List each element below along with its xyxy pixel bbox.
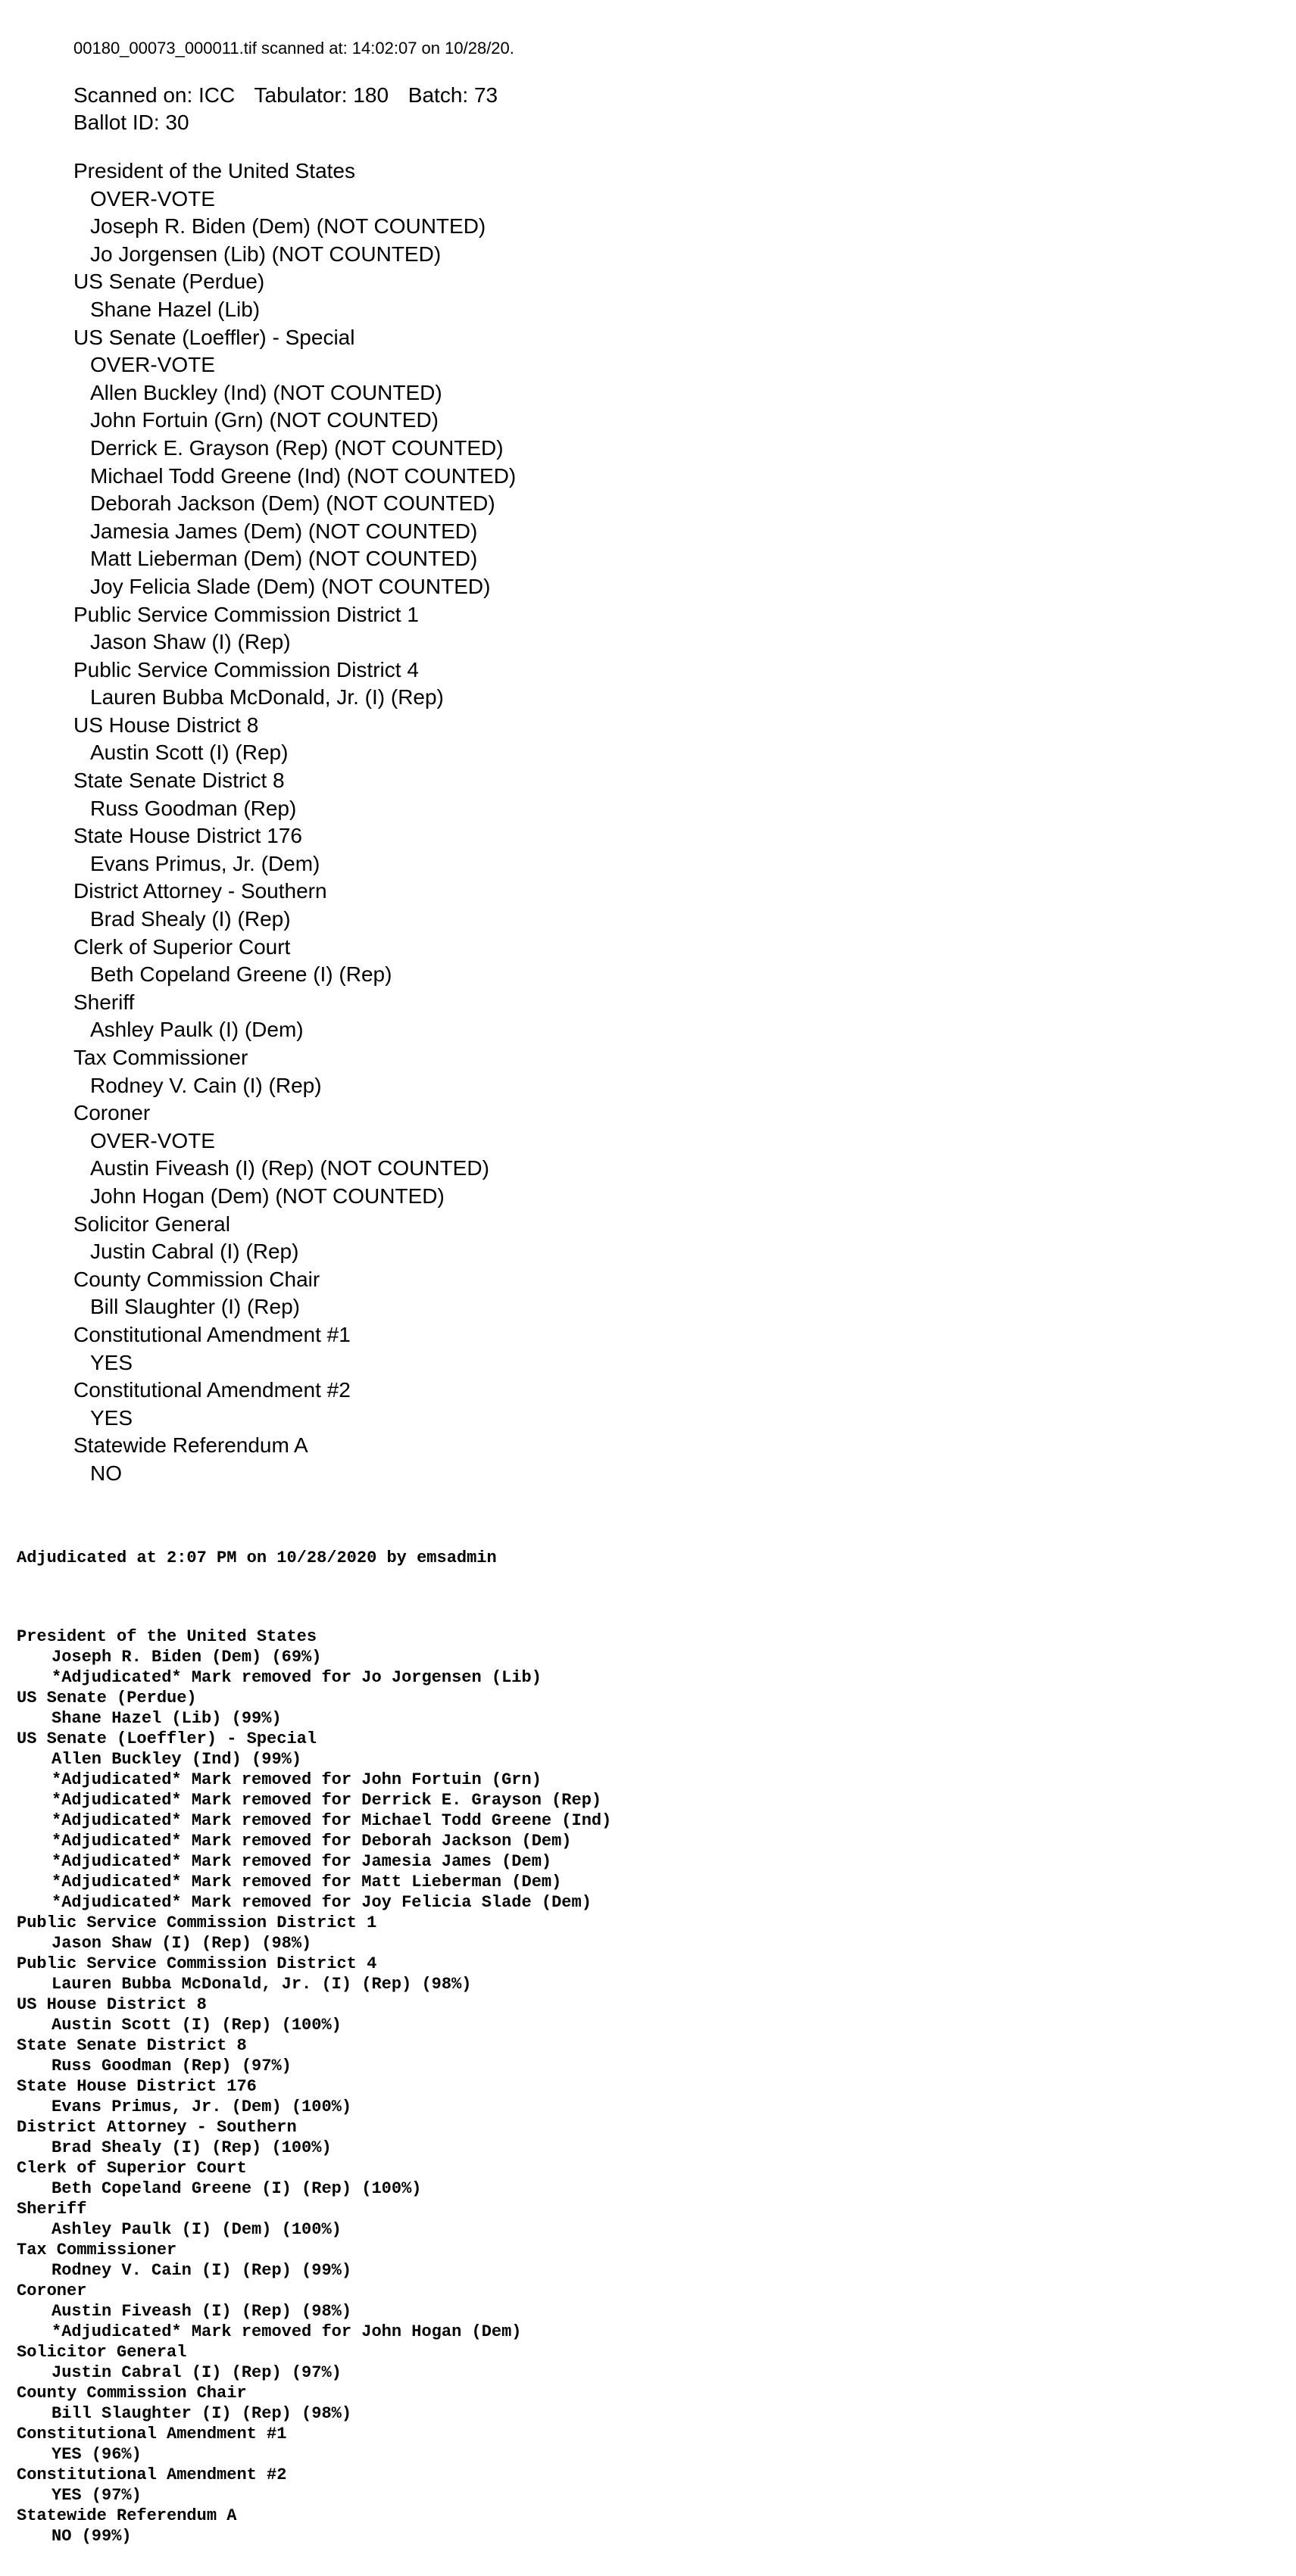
scan-race-list (73, 157, 516, 1488)
adjudication-line: *Adjudicated* Mark removed for Joy Felicia Slade (Dem) (52, 1893, 592, 1912)
adjudication-race-title: Public Service Commission District 1 (17, 1913, 377, 1932)
adjudication-race (17, 2199, 611, 2240)
scan-race-title: US Senate (Loeffler) - Special (73, 325, 355, 349)
adjudication-race (17, 2240, 611, 2281)
adjudication-line: *Adjudicated* Mark removed for Jo Jorgensen (Lib) (52, 1668, 542, 1687)
adjudication-race-title: District Attorney - Southern (17, 2118, 297, 2137)
adjudication-race (17, 1913, 611, 1954)
scan-race-title: Statewide Referendum A (73, 1433, 308, 1458)
adjudication-record (17, 1510, 611, 2565)
scan-race (73, 1211, 516, 1266)
adjudication-line: *Adjudicated* Mark removed for Derrick E. Grayson (Rep) (52, 1791, 602, 1810)
scan-race-title: Tax Commissioner (73, 1046, 248, 1069)
scan-race (73, 767, 516, 822)
scan-choice: Joy Felicia Slade (Dem) (NOT COUNTED) (90, 574, 491, 598)
adjudication-race (17, 2342, 611, 2383)
scan-race-title: Solicitor General (73, 1212, 230, 1236)
scan-choice: Shane Hazel (Lib) (90, 297, 261, 321)
adjudication-race-title: Tax Commissioner (17, 2241, 177, 2259)
adjudication-race (17, 2424, 611, 2465)
adjudication-race-title: County Commission Chair (17, 2384, 247, 2403)
scan-race (73, 934, 516, 989)
scan-choice: YES (90, 1350, 133, 1374)
scan-race (73, 1377, 516, 1432)
scan-race (73, 1044, 516, 1099)
adjudication-line: Evans Primus, Jr. (Dem) (100%) (52, 2097, 352, 2116)
adjudication-line: Ashley Paulk (I) (Dem) (100%) (52, 2220, 342, 2239)
adjudication-line: Joseph R. Biden (Dem) (69%) (52, 1648, 322, 1667)
adjudication-line: Allen Buckley (Ind) (99%) (52, 1750, 302, 1769)
scan-choice: Allen Buckley (Ind) (NOT COUNTED) (90, 380, 442, 404)
scan-race (73, 656, 516, 712)
scan-choice: Rodney V. Cain (I) (Rep) (90, 1073, 322, 1097)
adjudication-race-title: Coroner (17, 2281, 87, 2300)
ballot-id-label: Ballot ID: (73, 111, 160, 134)
scan-race (73, 878, 516, 933)
adjudication-line: Russ Goodman (Rep) (97%) (52, 2057, 292, 2075)
ballot-id-line (73, 109, 516, 136)
scan-choice: Brad Shealy (I) (Rep) (90, 907, 291, 931)
batch-label: Batch: (408, 83, 469, 107)
scan-race (73, 324, 516, 601)
adjudication-line: Brad Shealy (I) (Rep) (100%) (52, 2138, 332, 2157)
tabulator-value: 180 (353, 83, 389, 107)
scan-choice: Derrick E. Grayson (Rep) (NOT COUNTED) (90, 435, 504, 460)
scan-choice: Austin Scott (I) (Rep) (90, 741, 289, 765)
adjudication-race-title: US Senate (Loeffler) - Special (17, 1729, 317, 1748)
adjudication-race (17, 2281, 611, 2342)
scan-choice: Joseph R. Biden (Dem) (NOT COUNTED) (90, 214, 486, 239)
adjudication-race (17, 1688, 611, 1729)
scan-race-title: State Senate District 8 (73, 769, 285, 793)
adjudication-race (17, 1954, 611, 1994)
scan-race (73, 1099, 516, 1210)
scan-choice: Austin Fiveash (I) (Rep) (NOT COUNTED) (90, 1156, 489, 1180)
scan-metadata (73, 82, 516, 136)
scan-choice: OVER-VOTE (90, 353, 215, 377)
adjudication-race-title: Constitutional Amendment #2 (17, 2465, 287, 2484)
scan-race (73, 1266, 516, 1321)
scan-race-title: Public Service Commission District 4 (73, 657, 419, 681)
adjudication-line: Justin Cabral (I) (Rep) (97%) (52, 2363, 342, 2382)
scan-choice: Matt Lieberman (Dem) (NOT COUNTED) (90, 547, 478, 571)
adjudication-race-title: State House District 176 (17, 2077, 257, 2096)
scan-race (73, 1432, 516, 1487)
adjudication-race-title: President of the United States (17, 1627, 317, 1646)
adjudication-race (17, 2076, 611, 2117)
adjudication-race (17, 1729, 611, 1913)
scan-choice: NO (90, 1461, 122, 1485)
scan-race-title: US Senate (Perdue) (73, 270, 265, 294)
scan-choice: Justin Cabral (I) (Rep) (90, 1240, 299, 1264)
scan-choice: Michael Todd Greene (Ind) (NOT COUNTED) (90, 463, 517, 488)
scan-race (73, 268, 516, 323)
scan-choice: Evans Primus, Jr. (Dem) (90, 851, 320, 875)
scan-race-title: Sheriff (73, 990, 135, 1014)
adjudication-race-title: US House District 8 (17, 1995, 207, 2014)
adjudication-race (17, 2035, 611, 2076)
adjudication-race-list (17, 1626, 611, 2546)
ballot-id-value: 30 (165, 111, 189, 134)
adjudication-line: Lauren Bubba McDonald, Jr. (I) (Rep) (98%) (52, 1975, 472, 1994)
adjudication-line: Austin Scott (I) (Rep) (100%) (52, 2016, 342, 2035)
adjudication-line: Bill Slaughter (I) (Rep) (98%) (52, 2404, 352, 2423)
scan-race (73, 712, 516, 767)
adjudication-race-title: Clerk of Superior Court (17, 2159, 247, 2178)
scan-race-title: President of the United States (73, 159, 355, 182)
adjudication-race-title: Constitutional Amendment #1 (17, 2425, 287, 2443)
adjudication-race-title: Sheriff (17, 2200, 87, 2219)
adjudication-race (17, 2506, 611, 2546)
scan-race (73, 1321, 516, 1377)
scan-choice: Beth Copeland Greene (I) (Rep) (90, 962, 392, 987)
scan-choice: OVER-VOTE (90, 186, 215, 211)
adjudication-line: *Adjudicated* Mark removed for Deborah Jackson (Dem) (52, 1832, 572, 1851)
scan-race-title: Clerk of Superior Court (73, 934, 291, 959)
adjudication-race-title: Solicitor General (17, 2343, 187, 2362)
scan-choice: OVER-VOTE (90, 1128, 215, 1152)
adjudication-race (17, 2383, 611, 2424)
adjudication-line: NO (99%) (52, 2527, 132, 2546)
scan-choice: Jamesia James (Dem) (NOT COUNTED) (90, 519, 478, 543)
adjudication-line: *Adjudicated* Mark removed for John Fortuin (Grn) (52, 1770, 542, 1789)
scan-race-title: County Commission Chair (73, 1267, 320, 1291)
adjudication-race-title: US Senate (Perdue) (17, 1689, 197, 1707)
scan-race (73, 822, 516, 878)
adjudication-line: Beth Copeland Greene (I) (Rep) (100%) (52, 2179, 422, 2198)
batch-value: 73 (473, 83, 498, 107)
scan-race-title: State House District 176 (73, 824, 302, 848)
scanned-on-value: ICC (198, 83, 236, 107)
adjudication-line: Rodney V. Cain (I) (Rep) (99%) (52, 2261, 352, 2280)
adjudication-line: *Adjudicated* Mark removed for Michael Todd Greene (Ind) (52, 1811, 612, 1830)
scan-header: 00180_00073_000011.tif scanned at: 14:02:07 on 10/28/20. (73, 39, 514, 58)
scan-race-title: District Attorney - Southern (73, 879, 327, 903)
scan-choice: Jo Jorgensen (Lib) (NOT COUNTED) (90, 242, 442, 266)
scan-choice: Russ Goodman (Rep) (90, 796, 297, 820)
adjudication-race (17, 2465, 611, 2506)
scanned-on-label: Scanned on: (73, 83, 193, 107)
scan-race-title: Public Service Commission District 1 (73, 602, 419, 626)
scan-choice: Deborah Jackson (Dem) (NOT COUNTED) (90, 491, 495, 516)
adjudication-line: YES (97%) (52, 2486, 142, 2505)
scan-choice: John Fortuin (Grn) (NOT COUNTED) (90, 408, 439, 432)
scan-choice: Jason Shaw (I) (Rep) (90, 630, 291, 654)
scan-choice: John Hogan (Dem) (NOT COUNTED) (90, 1184, 445, 1208)
adjudication-header: Adjudicated at 2:07 PM on 10/28/2020 by emsadmin (17, 1548, 497, 1567)
adjudication-line: *Adjudicated* Mark removed for John Hogan (Dem) (52, 2322, 522, 2341)
adjudication-race (17, 1626, 611, 1688)
scan-choice: Bill Slaughter (I) (Rep) (90, 1295, 300, 1319)
adjudication-race-title: State Senate District 8 (17, 2036, 247, 2055)
adjudication-line: *Adjudicated* Mark removed for Jamesia James (Dem) (52, 1852, 552, 1871)
adjudication-line: Shane Hazel (Lib) (99%) (52, 1709, 282, 1728)
scan-race-title: US House District 8 (73, 713, 259, 737)
adjudication-line: Jason Shaw (I) (Rep) (98%) (52, 1934, 312, 1953)
tabulator-label: Tabulator: (254, 83, 348, 107)
adjudication-race (17, 2158, 611, 2199)
adjudication-race (17, 1994, 611, 2035)
scan-race (73, 989, 516, 1044)
adjudication-line: *Adjudicated* Mark removed for Matt Lieberman (Dem) (52, 1873, 562, 1891)
adjudication-race-title: Statewide Referendum A (17, 2506, 237, 2525)
scan-race (73, 157, 516, 268)
adjudication-race-title: Public Service Commission District 4 (17, 1954, 377, 1973)
scan-race-title: Constitutional Amendment #1 (73, 1322, 351, 1346)
scan-race (73, 601, 516, 656)
scan-race-title: Coroner (73, 1101, 151, 1125)
scan-choice: YES (90, 1405, 133, 1430)
adjudication-race (17, 2117, 611, 2158)
adjudication-line: Austin Fiveash (I) (Rep) (98%) (52, 2302, 352, 2321)
scan-choice: Lauren Bubba McDonald, Jr. (I) (Rep) (90, 685, 444, 709)
scan-record (73, 32, 516, 1488)
scan-choice: Ashley Paulk (I) (Dem) (90, 1018, 304, 1042)
scan-race-title: Constitutional Amendment #2 (73, 1378, 351, 1402)
adjudication-line: YES (96%) (52, 2445, 142, 2464)
scan-meta-line (73, 82, 516, 109)
